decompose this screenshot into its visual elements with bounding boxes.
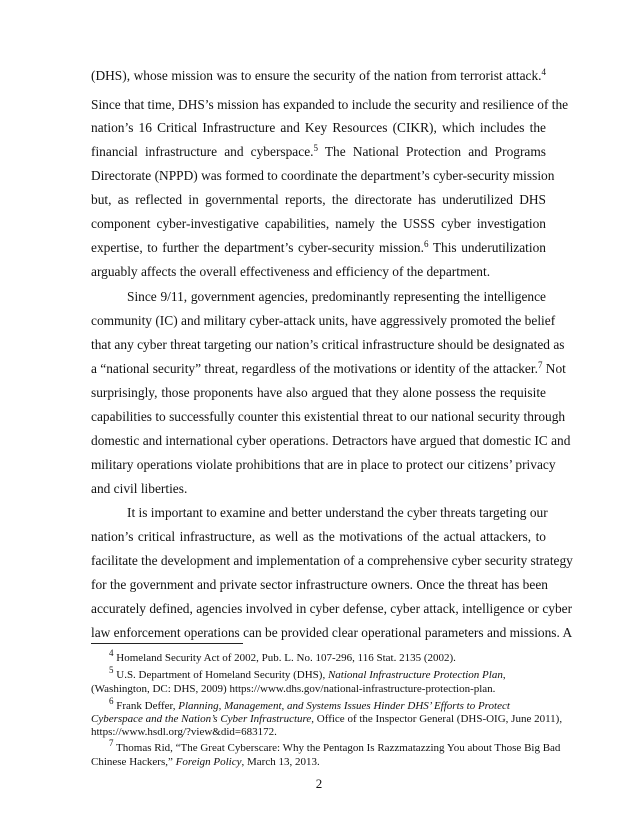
footnote-7: $^7$ Thomas Rid, “The Great Cyberscare: Why the Pentagon Is Razzmatazzing You about Those Big Bad bbox=[109, 738, 561, 754]
footnote-5-cont: (Washington, DC: DHS, 2009) https://www.dhs.gov/national-infrastructure-protection-plan. bbox=[91, 683, 496, 695]
footnote-4: $^4$ Homeland Security Act of 2002, Pub. L. No. 107-296, 116 Stat. 2135 (2002). bbox=[109, 648, 456, 664]
body-line: Directorate (NPPD) was formed to coordinate the department’s cyber-security mission bbox=[91, 168, 555, 183]
body-line: surprisingly, those proponents have also argued that they alone possess the requisite bbox=[91, 385, 546, 400]
body-line: domestic and international cyber operations. Detractors have argued that domestic IC and bbox=[91, 433, 571, 448]
footnote-separator bbox=[91, 643, 243, 644]
body-line: nation’s 16 Critical Infrastructure and Key Resources (CIKR), which includes the bbox=[91, 120, 546, 135]
footnote-ref[interactable]: 6 bbox=[423, 239, 429, 249]
footnote-5: $^5$ U.S. Department of Homeland Security (DHS), National Infrastructure Protection Plan, bbox=[109, 665, 506, 681]
footnote-7-cont: Chinese Hackers,” Foreign Policy, March 13, 2013. bbox=[91, 756, 320, 768]
body-line: a “national security” threat, regardless of the motivations or identity of the attacker.$^7$ Not bbox=[91, 360, 566, 376]
body-line: It is important to examine and better understand the cyber threats targeting our bbox=[127, 505, 548, 520]
body-line: that any cyber threat targeting our nation’s critical infrastructure should be designated as bbox=[91, 337, 565, 352]
body-line: Since that time, DHS’s mission has expanded to include the security and resilience of the bbox=[91, 97, 569, 112]
footnote-ref[interactable]: 7 bbox=[537, 360, 543, 370]
body-line: law enforcement operations can be provided clear operational parameters and missions. A bbox=[91, 625, 573, 640]
body-line: facilitate the development and implementation of a comprehensive cyber security strategy bbox=[91, 553, 573, 568]
body-line: arguably affects the overall effectiveness and efficiency of the department. bbox=[91, 264, 491, 279]
body-line: financial infrastructure and cyberspace.$^5$ The National Protection and Programs bbox=[91, 143, 547, 159]
body-line: for the government and private sector infrastructure owners. Once the threat has been bbox=[91, 577, 548, 592]
body-line: capabilities to successfully counter this existential threat to our national security through bbox=[91, 409, 566, 424]
body-line: (DHS), whose mission was to ensure the security of the nation from terrorist attack.$^4$ bbox=[91, 67, 546, 83]
body-line: component cyber-investigative capabilities, namely the USSS cyber investigation bbox=[91, 216, 546, 231]
footnote-ref[interactable]: 4 bbox=[541, 67, 546, 77]
body-line: but, as reflected in governmental reports, the directorate has underutilized DHS bbox=[91, 192, 546, 207]
footnote-6-cont: Cyberspace and the Nation’s Cyber Infrastructure, Office of the Inspector General (DHS-OIG, June 2011), bbox=[91, 713, 563, 725]
body-line: expertise, to further the department’s cyber-security mission.$^6$ This underutilization bbox=[91, 239, 547, 255]
body-line: and civil liberties. bbox=[91, 481, 188, 496]
footnote-ref[interactable]: 5 bbox=[313, 143, 318, 153]
footnote-6-url[interactable]: https://www.hsdl.org/?view&did=683172. bbox=[91, 726, 277, 738]
footnote-6: $^6$ Frank Deffer, Planning, Management, and Systems Issues Hinder DHS’ Efforts to Protect bbox=[109, 696, 510, 712]
page-number: 2 bbox=[315, 776, 323, 791]
body-line: Since 9/11, government agencies, predominantly representing the intelligence bbox=[127, 289, 546, 304]
body-line: accurately defined, agencies involved in cyber defense, cyber attack, intelligence or cyber bbox=[91, 601, 573, 616]
body-line: nation’s critical infrastructure, as well as the motivations of the actual attackers, to bbox=[91, 529, 546, 544]
body-line: community (IC) and military cyber-attack units, have aggressively promoted the belief bbox=[91, 313, 556, 328]
body-line: military operations violate prohibitions that are in place to protect our citizens’ privacy bbox=[91, 457, 556, 472]
